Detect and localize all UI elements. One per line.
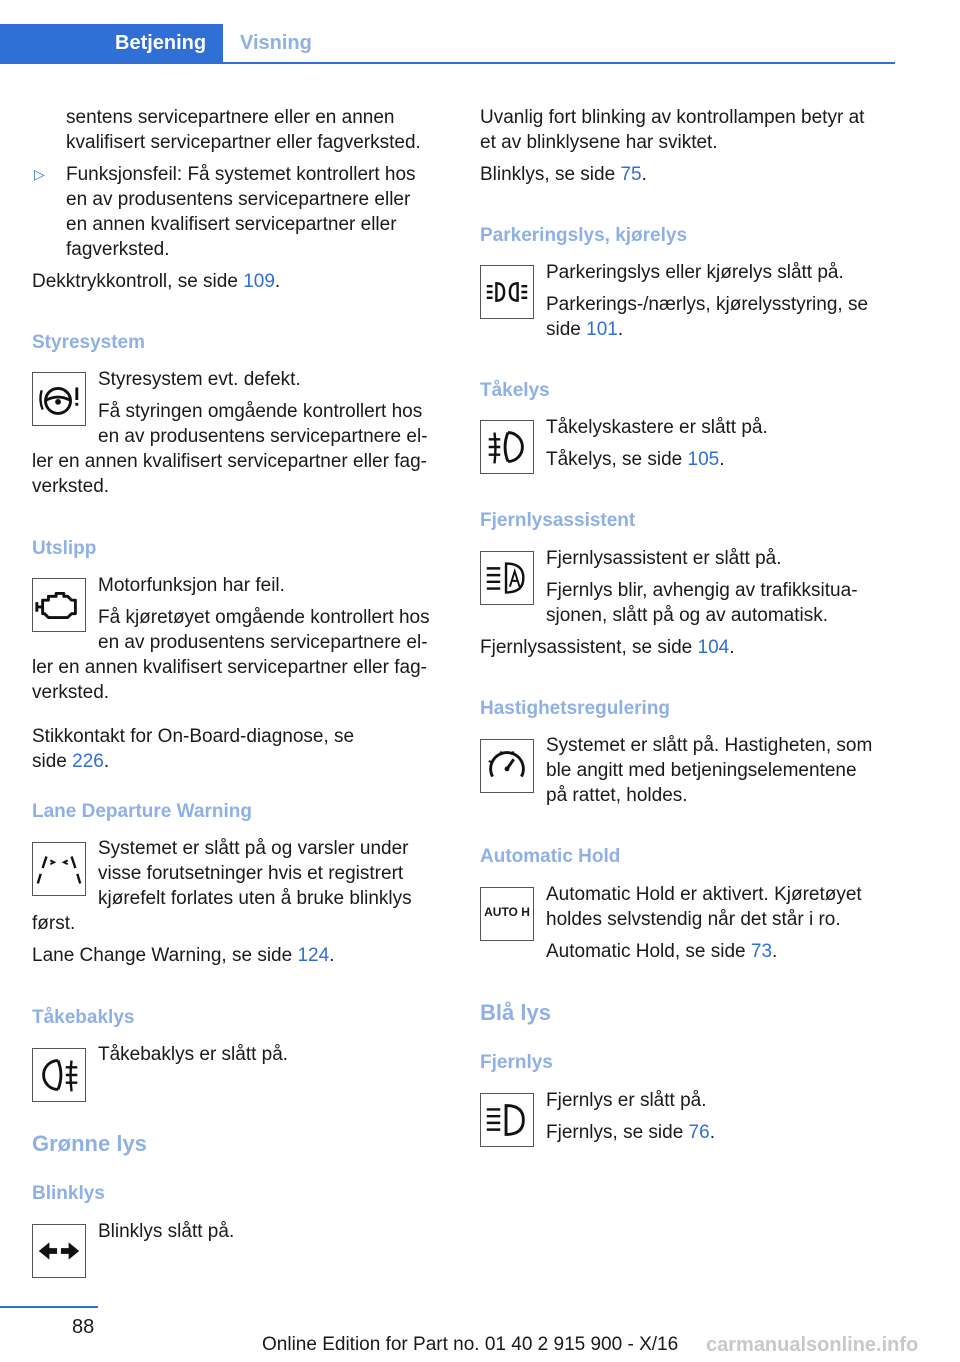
emis-line-4: ler en annen kvalifisert servicepartner eller fag‐ [32,657,427,678]
hba-line-2: Fjernlys blir, avhengig av trafikksitua‐ [546,580,858,601]
emis-line-1: Motorfunksjon har feil. [98,575,285,596]
hba-page-link[interactable]: 104 [697,637,730,658]
edition-text: Online Edition for Part no. 01 40 2 915 900 - X/16 [262,1334,679,1355]
r-line-2: et av blinklysene har sviktet. [480,132,718,153]
ldw-line-2: visse forutsetninger hvis et registrert [98,863,404,884]
heading-emission: Utslipp [32,538,97,559]
tire-ref: Dekktrykkontroll, se side 109. [32,271,281,292]
cruise-line-3: på rattet, holdes. [546,785,688,806]
hba-ref: Fjernlysassistent, se side 104. [480,637,735,658]
park-page-link[interactable]: 101 [586,319,618,340]
heading-cruise-control: Hastighetsregulering [480,698,671,719]
page-number-rule [0,1306,98,1308]
lcw-ref: Lane Change Warning, se side 124. [32,945,335,966]
hb-line-1: Fjernlys er slått på. [546,1090,707,1111]
steer-line-2: Få styringen omgående kontrollert hos [98,401,423,422]
high-beam-icon [480,1093,534,1147]
ldw-line-3: kjørefelt forlates uten å bruke blinklys [98,888,412,909]
intro-line-2: kvalifisert servicepartner eller fagverksted. [66,132,421,153]
blink-page-link[interactable]: 75 [620,164,642,185]
heading-automatic-hold: Automatic Hold [480,846,621,867]
park-line-3: side 101. [546,319,624,340]
heading-fog-lights: Tåkelys [480,380,550,401]
park-line-1: Parkeringslys eller kjørelys slått på. [546,262,844,283]
obd-line-1: Stikkontakt for On-Board-diagnose, se [32,726,355,747]
blink-line-1: Blinklys slått på. [98,1221,235,1242]
ah-page-link[interactable]: 73 [750,941,773,962]
r-blink-ref-text: Blinklys, se side [480,164,621,185]
bullet-line-1: Funksjonsfeil: Få systemet kontrollert hos [66,164,416,185]
bullet-line-3: en annen kvalifisert servicepartner eller [66,214,397,235]
heading-parking-lights: Parkeringslys, kjørelys [480,225,688,246]
cruise-control-icon [480,739,534,793]
rfog-line-1: Tåkebaklys er slått på. [98,1044,289,1065]
ldw-line-4: først. [32,913,76,934]
lcw-page-link[interactable]: 124 [297,945,330,966]
rear-fog-icon [32,1048,86,1102]
lcw-ref-text: Lane Change Warning, se side [32,945,298,966]
emis-line-3: en av produsentens servicepartnere el‐ [98,632,428,653]
fog-line-1: Tåkelyskastere er slått på. [546,417,768,438]
fog-page-link[interactable]: 105 [687,449,720,470]
parking-light-icon [480,265,534,319]
cruise-line-2: ble angitt med betjeningselementene [546,760,857,781]
tab-visning[interactable]: Visning [240,32,312,54]
tire-ref-text: Dekktrykkontroll, se side [32,271,244,292]
fog-ref: Tåkelys, se side 105. [546,449,725,470]
r-blink-ref: Blinklys, se side 75. [480,164,647,185]
steering-warning-icon [32,372,86,426]
emis-line-5: verksted. [32,682,110,703]
steer-line-3: en av produsentens servicepartnere el‐ [98,426,428,447]
obd-page-link[interactable]: 226 [72,751,104,772]
lane-departure-icon [32,842,86,896]
engine-icon [32,578,86,632]
auto-hold-icon [480,887,534,941]
steer-line-5: verksted. [32,476,110,497]
turn-signal-icon [32,1224,86,1278]
heading-turn-signals: Blinklys [32,1183,105,1204]
obd-ref-text: side [32,751,73,772]
hb-ref: Fjernlys, se side 76. [546,1122,715,1143]
hb-ref-text: Fjernlys, se side [546,1122,689,1143]
ah-ref: Automatic Hold, se side 73. [546,941,778,962]
ah-line-2: holdes selvstendig når det står i ro. [546,909,841,930]
heading-blue-lights: Blå lys [480,1000,551,1025]
steer-line-1: Styresystem evt. defekt. [98,369,301,390]
cruise-line-1: Systemet er slått på. Hastigheten, som [546,735,873,756]
ldw-line-1: Systemet er slått på og varsler under [98,838,409,859]
hba-ref-text: Fjernlysassistent, se side [480,637,698,658]
intro-line-1: sentens servicepartnere eller en annen [66,107,395,128]
heading-green-lights: Grønne lys [32,1131,147,1156]
emis-line-2: Få kjøretøyet omgående kontrollert hos [98,607,430,628]
heading-rear-fog: Tåkebaklys [32,1007,135,1028]
heading-high-beam: Fjernlys [480,1052,553,1073]
obd-line-2: side 226. [32,751,110,772]
fog-ref-text: Tåkelys, se side [546,449,688,470]
ah-ref-text: Automatic Hold, se side [546,941,751,962]
heading-high-beam-assistant: Fjernlysassistent [480,510,636,531]
heading-ldw: Lane Departure Warning [32,801,252,822]
ah-line-1: Automatic Hold er aktivert. Kjøretøyet [546,884,862,905]
front-fog-icon [480,420,534,474]
bullet-line-4: fagverksted. [66,239,170,260]
high-beam-assistant-icon [480,551,534,605]
park-line-2: Parkerings-/nærlys, kjørelysstyring, se [546,294,869,315]
r-line-1: Uvanlig fort blinking av kontrollampen betyr at [480,107,865,128]
hba-line-3: sjonen, slått på og av automatisk. [546,605,828,626]
hb-page-link[interactable]: 76 [688,1122,710,1143]
bullet-line-2: en av produsentens servicepartnere eller [66,189,411,210]
bullet-triangle-icon: ▷ [34,166,45,182]
watermark: carmanualsonline.info [706,1334,919,1356]
page-header [0,24,895,64]
heading-steering: Styresystem [32,332,146,353]
hba-line-1: Fjernlysassistent er slått på. [546,548,782,569]
auto-hold-icon-text: AUTO H [484,905,530,919]
tire-page-link[interactable]: 109 [243,271,275,292]
tab-betjening[interactable]: Betjening [0,24,223,62]
steer-line-4: ler en annen kvalifisert servicepartner eller fag‐ [32,451,427,472]
page-number: 88 [72,1316,95,1338]
park-ref-text: side [546,319,587,340]
